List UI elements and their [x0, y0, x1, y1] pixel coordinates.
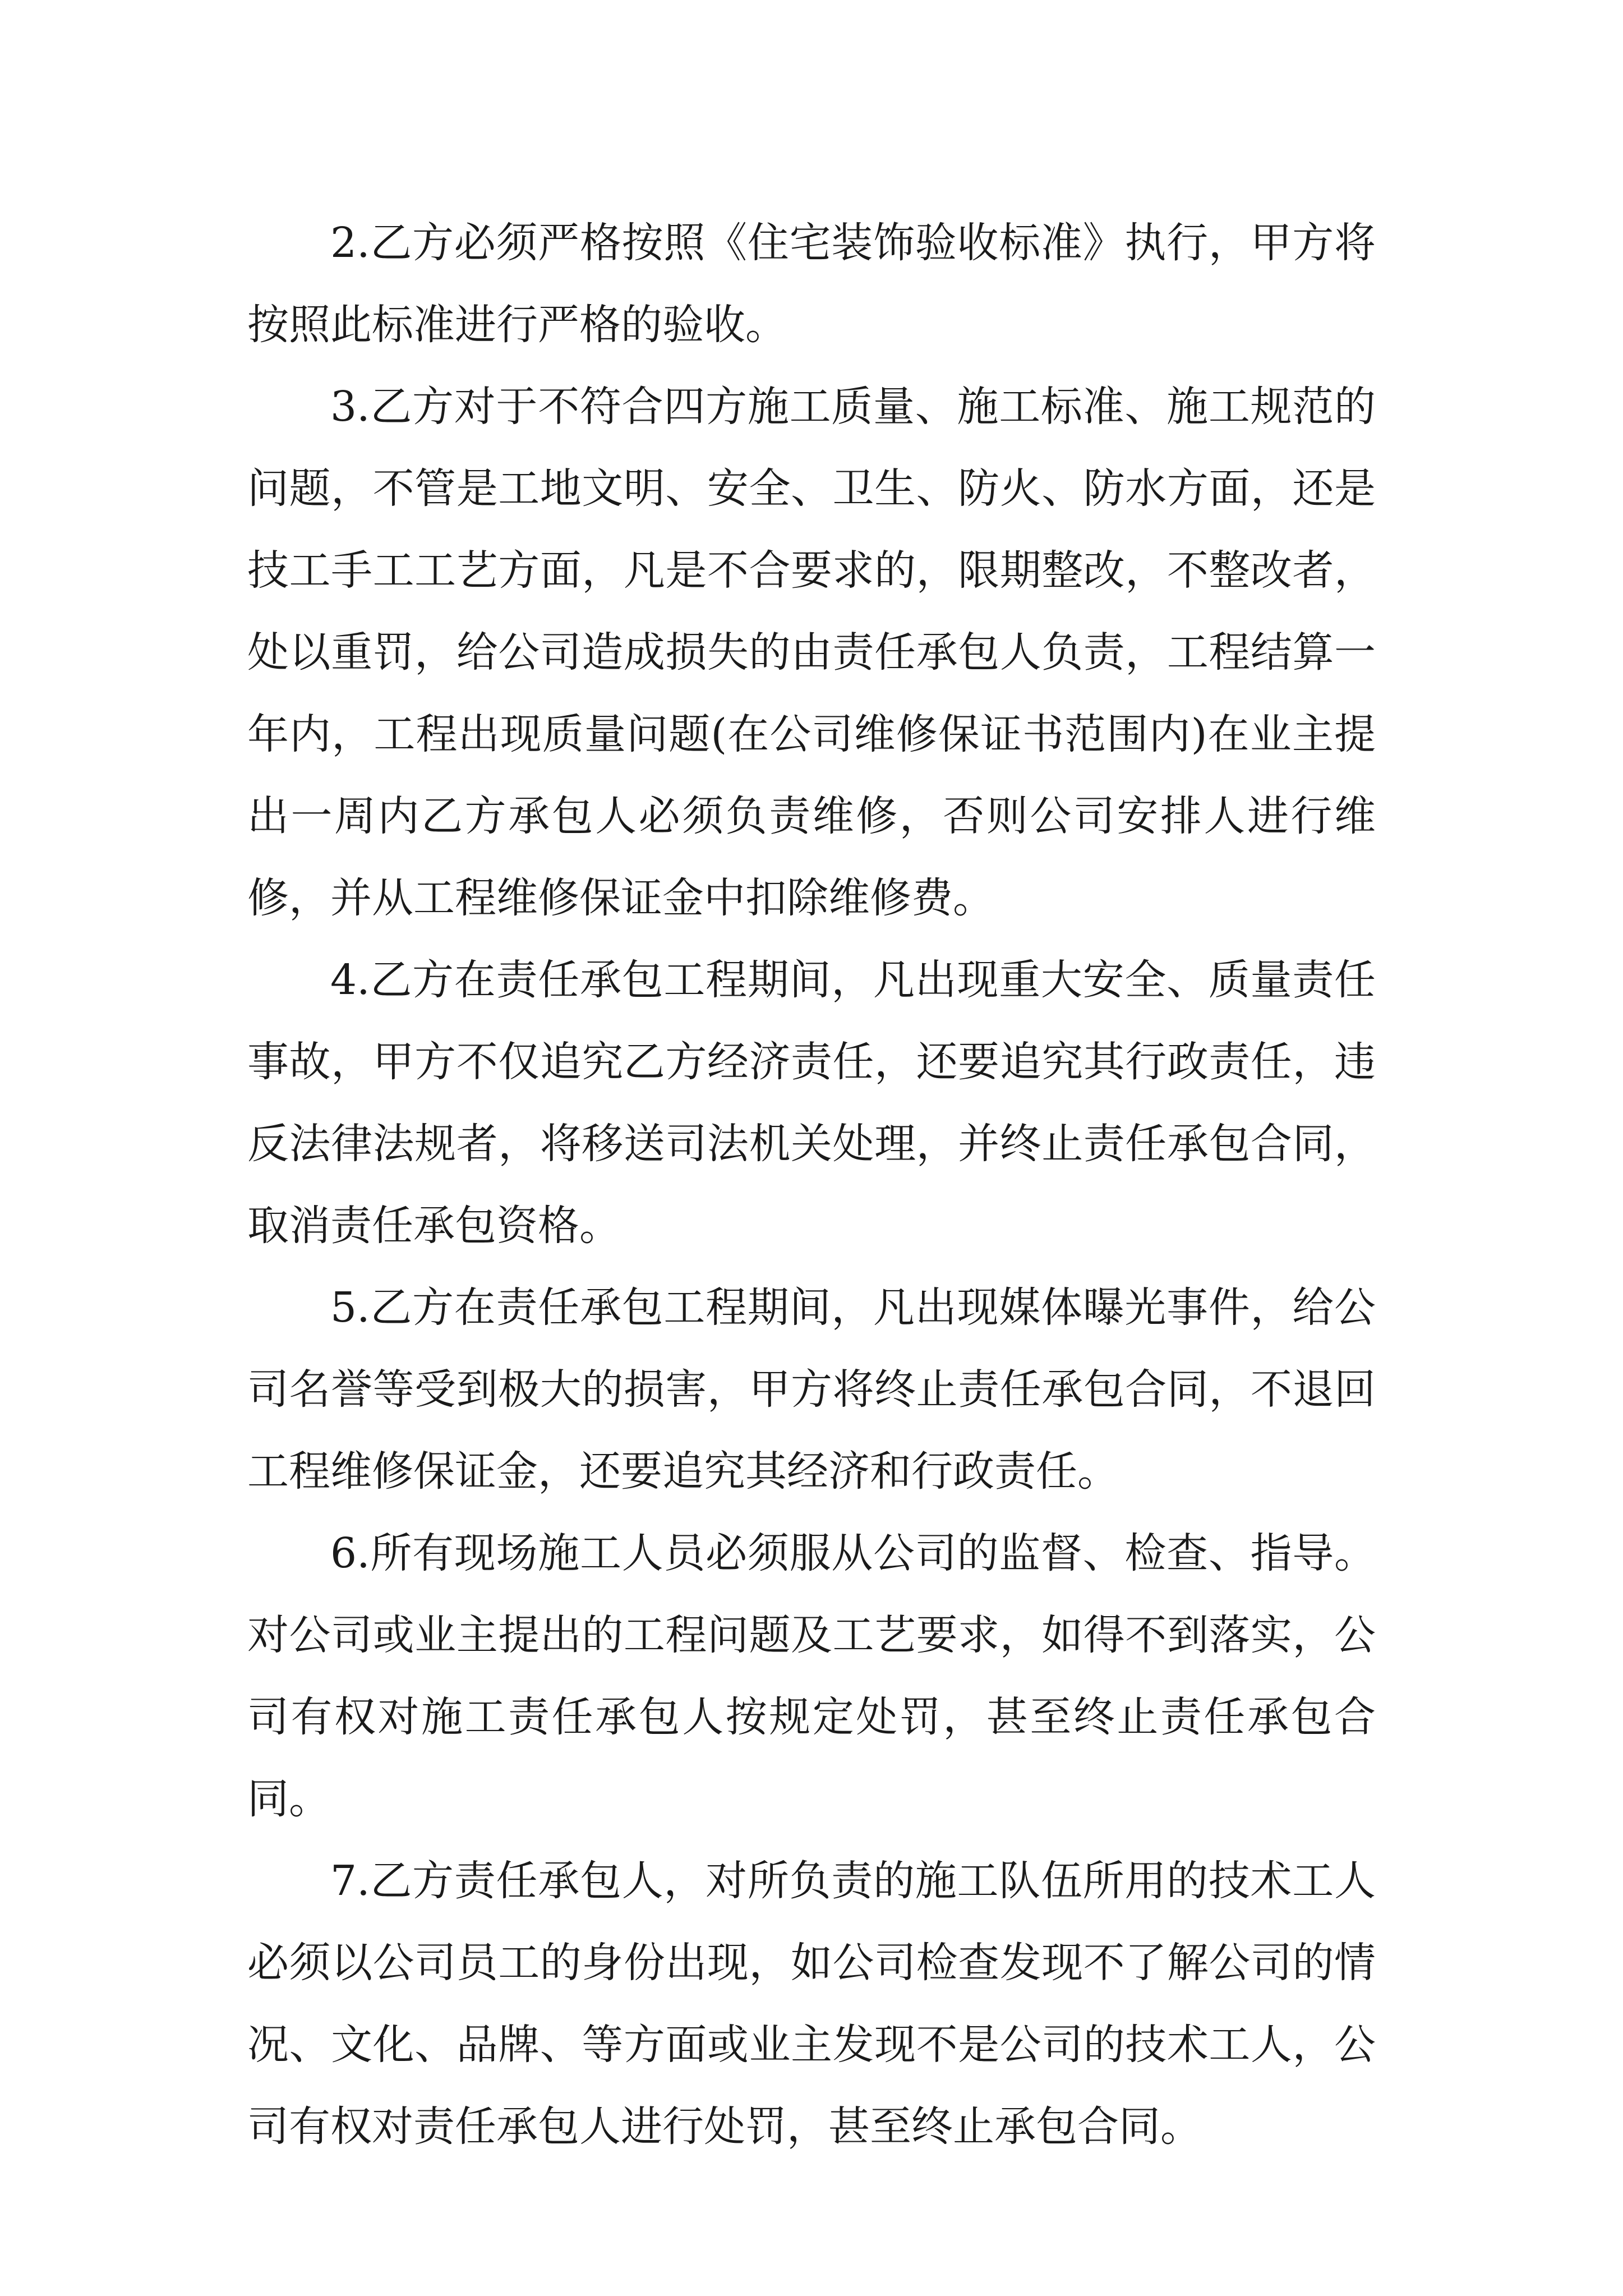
clause-7: 7.乙方责任承包人，对所负责的施工队伍所用的技术工人必须以公司员工的身份出现，如公司检查发现不了解公司的情况、文化、品牌、等方面或业主发现不是公司的技术工人，公司有权对责任承包人进行处罚，甚至终止承包合同。: [247, 1857, 1376, 2151]
clause-3: 3.乙方对于不符合四方施工质量、施工标准、施工规范的问题，不管是工地文明、安全、卫生、防火、防水方面，还是技工手工工艺方面，凡是不合要求的，限期整改，不整改者，处以重罚，给公司造成损失的由责任承包人负责，工程结算一年内，工程出现质量问题(在公司维修保证书范围内)在业主提出一周内乙方承包人必须负责维修，否则公司安排人进行维修，并从工程维修保证金中扣除维修费。: [247, 383, 1376, 922]
document-body: [247, 202, 1376, 2168]
clause-2: 2.乙方必须严格按照《住宅装饰验收标准》执行，甲方将按照此标准进行严格的验收。: [247, 219, 1376, 349]
clause-6: 6.所有现场施工人员必须服从公司的监督、检查、指导。对公司或业主提出的工程问题及工艺要求，如得不到落实，公司有权对施工责任承包人按规定处罚，甚至终止责任承包合同。: [247, 1529, 1376, 1823]
clause-4: 4.乙方在责任承包工程期间，凡出现重大安全、质量责任事故，甲方不仅追究乙方经济责任，还要追究其行政责任，违反法律法规者，将移送司法机关处理，并终止责任承包合同，取消责任承包资格。: [247, 956, 1376, 1250]
clause-5: 5.乙方在责任承包工程期间，凡出现媒体曝光事件，给公司名誉等受到极大的损害，甲方将终止责任承包合同，不退回工程维修保证金，还要追究其经济和行政责任。: [247, 1283, 1376, 1496]
